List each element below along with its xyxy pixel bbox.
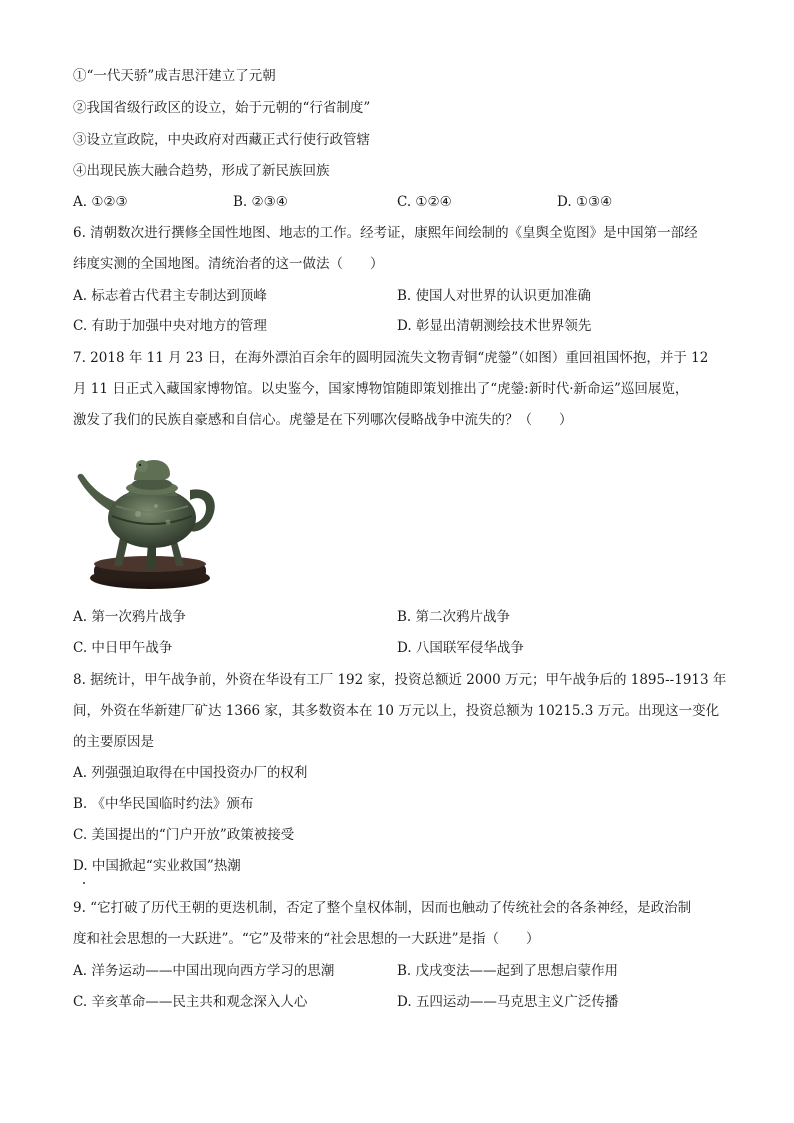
q9-option-b: B. 戊戌变法——起到了思想启蒙作用: [397, 963, 619, 979]
q7-stem-line-3: 激发了我们的民族自豪感和自信心。虎鎣是在下列哪次侵略战争中流失的？（ ）: [73, 412, 573, 428]
q7-stem-line-2: 月 11 日正式入藏国家博物馆。以史鉴今，国家博物馆随即策划推出了“虎鎣:新时代·新命运”巡回展览，: [73, 381, 689, 397]
q9-option-c: C. 辛亥革命——民主共和观念深入人心: [73, 994, 308, 1010]
q7-option-a: A. 第一次鸦片战争: [73, 609, 186, 625]
q8-option-b: B. 《中华民国临时约法》颁布: [73, 796, 254, 812]
q8-option-a: A. 列强强迫取得在中国投资办厂的权利: [73, 765, 308, 781]
q6-option-c: C. 有助于加强中央对地方的管理: [73, 318, 267, 334]
q5-option-a: A. ①②③: [73, 194, 128, 210]
q8-stem-line-3: 的主要原因是: [73, 734, 154, 750]
bronze-tiger-ying-image: [72, 440, 222, 592]
q9-stem-line-2: 度和社会思想的一大跃进”。“它”及带来的“社会思想的一大跃进”是指（ ）: [73, 931, 540, 947]
q8-option-c: C. 美国提出的“门户开放”政策被接受: [73, 827, 295, 843]
q9-option-d: D. 五四运动——马克思主义广泛传播: [397, 994, 619, 1010]
q8-option-d: D. 中国掀起“实业救国”热潮: [73, 858, 241, 874]
q6-option-b: B. 使国人对世界的认识更加准确: [397, 288, 592, 304]
stray-mark: [83, 882, 85, 884]
q9-stem-line-1: 9. “它打破了历代王朝的更迭机制，否定了整个皇权体制，因而也触动了传统社会的各条神经，是政治制: [73, 900, 692, 916]
q5-statement-4: ④出现民族大融合趋势，形成了新民族回族: [73, 163, 330, 179]
q5-statement-3: ③设立宣政院，中央政府对西藏正式行使行政管辖: [73, 132, 370, 148]
q6-option-d: D. 彰显出清朝测绘技术世界领先: [397, 318, 592, 334]
q8-stem-line-2: 间，外资在华新建厂矿达 1366 家，其多数资本在 10 万元以上，投资总额为 10215.3 万元。出现这一变化: [73, 703, 720, 719]
q8-stem-line-1: 8. 据统计，甲午战争前，外资在华设有工厂 192 家，投资总额近 2000 万元；甲午战争后的 1895--1913 年: [73, 672, 727, 688]
q5-statement-2: ②我国省级行政区的设立，始于元朝的“行省制度”: [73, 100, 371, 116]
q7-option-b: B. 第二次鸦片战争: [397, 609, 511, 625]
q5-option-c: C. ①②④: [397, 194, 452, 210]
q6-option-a: A. 标志着古代君主专制达到顶峰: [73, 288, 267, 304]
q5-option-d: D. ①③④: [557, 194, 613, 210]
q7-stem-line-1: 7. 2018 年 11 月 23 日，在海外漂泊百余年的圆明园流失文物青铜“虎鎣”（如图）重回祖国怀抱，并于 12: [73, 350, 709, 366]
q6-stem-line-2: 纬度实测的全国地图。清统治者的这一做法（ ）: [73, 256, 384, 272]
q5-statement-1: ①“一代天骄”成吉思汗建立了元朝: [73, 68, 276, 84]
q9-option-a: A. 洋务运动——中国出现向西方学习的思潮: [73, 963, 335, 979]
q6-stem-line-1: 6. 清朝数次进行撰修全国性地图、地志的工作。经考证，康熙年间绘制的《皇舆全览图》是中国第一部经: [73, 225, 698, 241]
q7-option-c: C. 中日甲午战争: [73, 640, 173, 656]
q7-option-d: D. 八国联军侵华战争: [397, 640, 524, 656]
q5-option-b: B. ②③④: [233, 194, 288, 210]
